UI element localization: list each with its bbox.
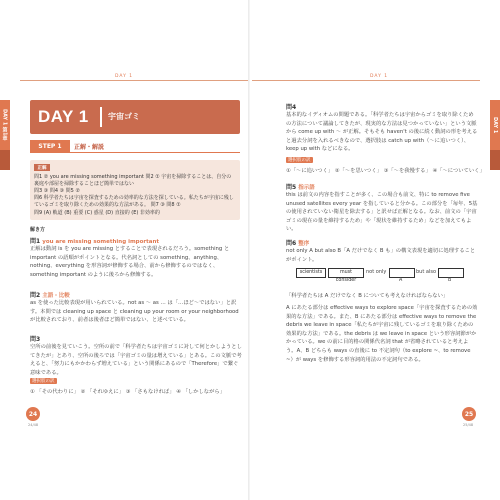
chapter-tab-marker-right [490, 150, 500, 170]
q6-translation: 「科学者たちは A だけでなく B についても考えなければならない」 [286, 293, 449, 299]
q2-explanation: as を使った比較表現が用いられている。not as ～ as … は「…ほど～ではない」と訳す。本問では cleaning up space と cleaning up your room or your neighborhood が比較されており、前者は後者ほど簡単ではない、と述べている。 [30, 300, 239, 324]
q6-subtitle: 整序 [298, 241, 310, 247]
q6-explanation: not only A but also B「A だけでなく B も」の構文表現を適切に処理することがポイント。 [286, 248, 476, 263]
q3-choices-header: 選択肢の訳 [32, 379, 55, 384]
step-underline [30, 152, 240, 153]
q3-title: 問3 [30, 336, 41, 343]
answer-box [30, 160, 240, 220]
diagram-slot-b [438, 268, 464, 278]
q5-title [286, 182, 315, 191]
q4-explanation: 基本的なイディオムの問題である。「科学者たちは宇宙からゴミを取り除くための方法について議論してきたが、現実的な方法は見つかっていない」という文脈から come up with ～ が正解。そもそも haven't の後に続く動詞の形を考えると過去分詞を入れるべきなので、選択肢は catch up with（～に追いつく）、keep up with などになる。 [286, 112, 478, 153]
q5-subtitle: 指示語 [298, 185, 315, 191]
chapter-tab-right: DAY 1 [490, 100, 500, 150]
q4-choices: ①「～に追いつく」 ②「～を思いつく」 ③「～を我慢する」 ④「～についていく」 [286, 168, 485, 174]
page-sub-right: 25/48 [463, 423, 474, 427]
q1-title [30, 236, 159, 245]
q5-number: 問5 [286, 184, 297, 191]
answer-header: 正解 [34, 164, 50, 171]
q3-choices: ① 「その代わりに」 ② 「それゆえに」 ③ 「さもなければ」 ④ 「しかしながら」 [30, 389, 225, 395]
q5-explanation: this は前文の内容を指すことが多く、この場合も前文、特に to remove five unused satellites every year を指していると分かる。この部分を「毎年、5基の使用されていない衛星を除去する」と訳せば正解となる。なお、前文の「宇宙ゴミの現在の量を維持するため」や「現状を維持するため」などを加えてもよい。 [286, 192, 478, 233]
title-separator [100, 107, 102, 127]
answer-row-3: 問6 科学者たちは宇宙を探査するための効率的な方法を探している。私たちが宇宙に残しているゴミを取り除くための効果的な方法がある。 問7 ③ 問8 ① [34, 195, 234, 208]
answer-row-2: 問3 ③ 問4 ③ 問5 ② [34, 188, 80, 194]
answer-row-1: 問1 ② you are missing something important 問2 ① 宇宙を掃除することは、自分の裏庭や部屋を掃除することほど簡単ではない [34, 174, 232, 187]
q6-title [286, 238, 309, 247]
diagram-slot-a [389, 268, 415, 278]
diagram-label-b: B [448, 278, 452, 283]
page-number-left: 24 [26, 407, 40, 421]
q6-number: 問6 [286, 240, 297, 247]
diagram-label-a: A [399, 278, 403, 283]
q1-number: 問1 [30, 238, 41, 245]
q4-title: 問4 [286, 104, 297, 111]
step-title: 正解・解説 [74, 144, 105, 151]
running-head-line [20, 80, 248, 81]
explanation-header: 解き方 [30, 227, 46, 233]
q3-explanation: 空所の前後を見ていこう。空所の前で「科学者たちは宇宙ゴミに対して何とかしようとしてきたが」とあり、空所の後ろでは「宇宙ゴミの量は増えている」とある。この文脈で考えると、「努力にもかかわらず増えている」という関係にあるので「Therefore」で繋ぐ意味である。 [30, 344, 242, 376]
q1-subtitle: you are missing something important [42, 239, 160, 245]
day-label: DAY 1 [38, 107, 89, 126]
diagram-verb: must consider [328, 268, 364, 278]
day-topic: 宇宙ゴミ [108, 112, 140, 121]
q2-number: 問2 [30, 292, 41, 299]
running-head-right: DAY 1 [370, 74, 389, 79]
chapter-tab-marker [0, 150, 10, 170]
chapter-tab-left: DAY 1 第1章 [0, 100, 10, 150]
page-sub-left: 24/48 [28, 423, 39, 427]
diagram-but-also: but also [416, 269, 437, 275]
step-bar [30, 140, 240, 152]
step-label: STEP 1 [30, 140, 70, 152]
day-title-box [30, 100, 240, 134]
running-head-line-right [252, 80, 480, 81]
q6-detail: A にあたる部分は effective ways to explore space「宇宙を探査するための効果的な方法」である。また、B にあたる部分は effective ways to remove the debris we leave in space「私たちが宇宙に残しているゴミを取り除くための効果的な方法」である。the debris は we leave in space という形容詞節がかかっている。we の前に目的格の関係代名詞 that が省略されていると考えよう。A、B どちらも ways の直後に to 不定詞句（to explore ~、to remove ~）が ways を修飾する形容詞的用法の不定詞句である。 [286, 305, 478, 363]
diagram-subject: scientists [296, 268, 326, 278]
running-head-left: DAY 1 [115, 74, 134, 79]
q2-title [30, 290, 70, 299]
answer-row-4: 問9 (A) 軌道 (B) 重要 (C) 惑星 (D) 直接的 (E) 非効率的 [34, 210, 160, 216]
q2-subtitle: 主語・比較 [42, 293, 70, 299]
structure-diagram [296, 268, 466, 288]
q1-explanation: 正解は動詞 is を you are missing とすることで表現されるだろう。something と important の語順がポイントとなる。代名詞としての something、anything、nothing、everything を形容詞が修飾する場合、前から修飾するのではなく、something important のように後ろから修飾する。 [30, 246, 230, 278]
page-number-right: 25 [462, 407, 476, 421]
q4-choices-header: 選択肢の訳 [288, 158, 311, 163]
diagram-not-only: not only [366, 269, 387, 275]
